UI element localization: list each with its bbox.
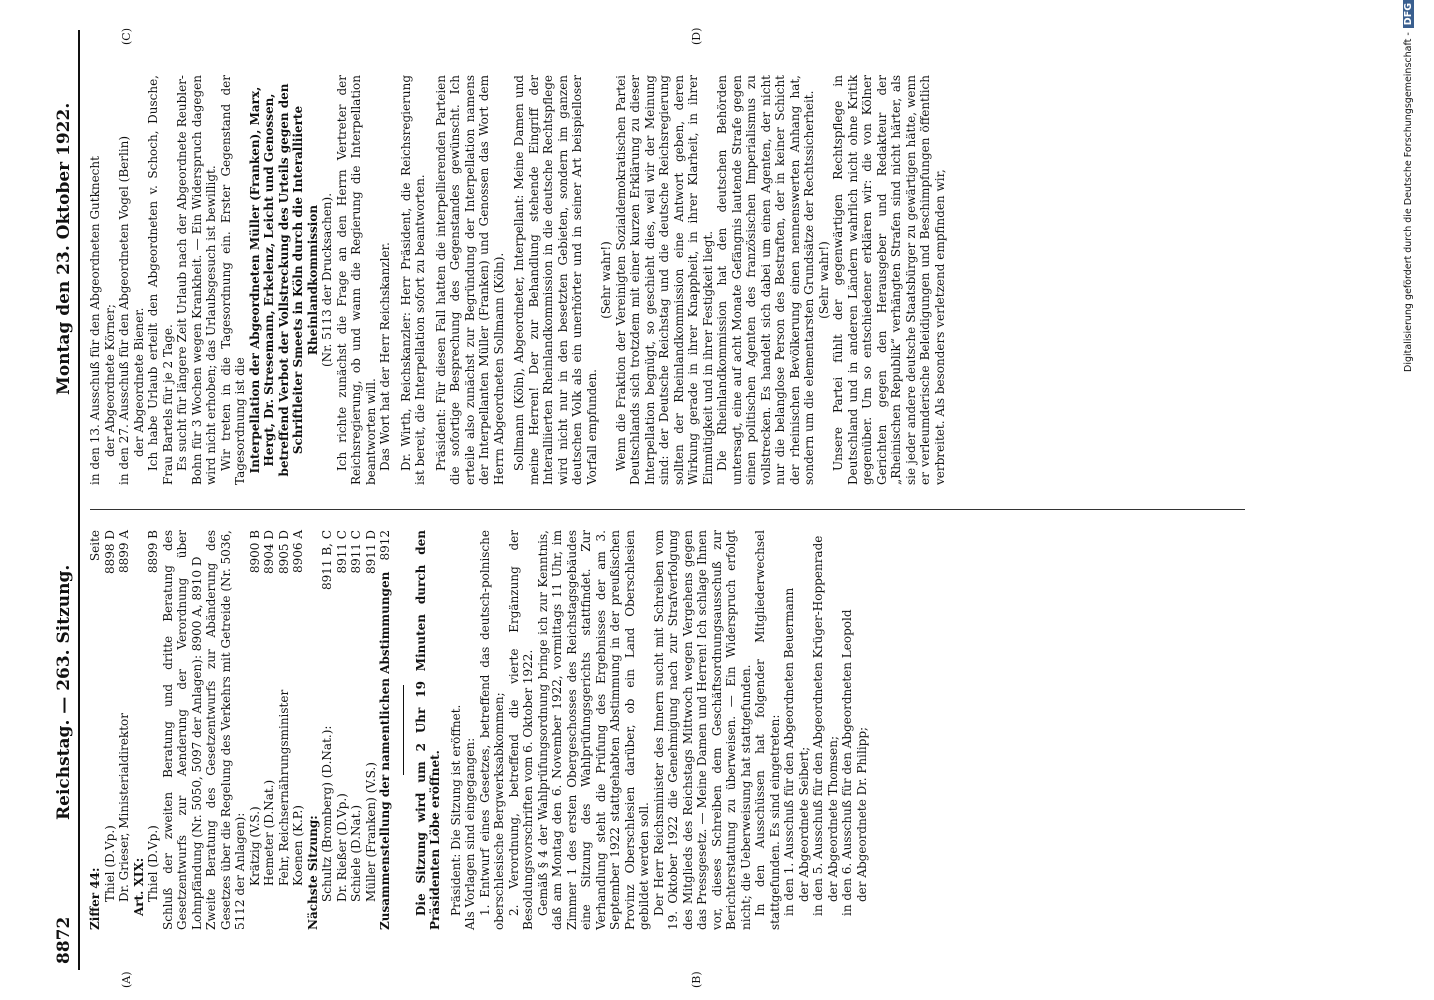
- toc-page-ref: 8900 B: [247, 530, 262, 574]
- list-item: in den 5. Ausschuß für den Abgeordneten Krüger-Hoppenrade: [811, 535, 825, 916]
- toc-text: Dr. Rießer (D.Vp.): [334, 793, 349, 902]
- toc-text: Schiele (D.Nat.): [349, 804, 363, 902]
- toc-line: [88, 530, 103, 930]
- toc-page-ref: 8911 C: [349, 530, 363, 574]
- toc-text: Schultz (Bromberg) (D.Nat.):: [320, 725, 334, 902]
- page-header: [52, 30, 80, 970]
- speech-paragraph: Unsere Partei fühlt der gegenwärtigen Rechtspflege in Deutschland und in anderen Ländern wahrlich nicht ohne Kritik gegenüber. Um so entschiedener erklären wir: die von Kölner Gerichten gegen den Herausgeber und Redakteur der „Rheinischen Republik“ verhängten Strafen sind nicht härter, als sie jeder andere deutsche Staatsbürger zu gewärtigen hätte, wenn er verleumderische Beleidigungen und Beschimpfungen öffentlich verbreitet. Als besonders verletzend empfinden wir,: [831, 75, 947, 485]
- interpellation-ref: (Nr. 5113 der Drucksachen).: [320, 192, 334, 368]
- speech-paragraph: Die Rheinlandkommission hat den deutschen Behörden untersagt, eine auf acht Monate Gefängnis lautende Strafe gegen einen politischen Agenten des französischen Imperialismus zu vollstrecken. Es handelt sich dabei um einen Agenten, der nicht nur die belanglose Person des Bestraften, der in keiner Schicht der rheinischen Bevölkerung einen nennenswerten Anhang hat, sondern um die elementarsten Grundsätze der Rechtssicherheit.: [715, 75, 816, 485]
- list-item: in den 27. Ausschuß für den Abgeordneten Vogel (Berlin): [117, 135, 131, 485]
- toc-line: [320, 530, 335, 930]
- interjection: (Sehr wahr!): [816, 241, 831, 319]
- toc-line: [291, 530, 306, 930]
- interjection: (Sehr wahr!): [599, 241, 613, 319]
- toc-page-ref: 8899 B: [146, 530, 160, 574]
- toc-line: [335, 530, 350, 930]
- margin-marker-c: (C): [120, 28, 133, 45]
- toc-line: [364, 530, 379, 930]
- toc-text: Thiel (D.Vp.): [102, 825, 117, 902]
- session-title: Reichstag. — 263. Sitzung.: [54, 564, 74, 820]
- list-item: in den 1. Ausschuß für den Abgeordneten Beuermann: [782, 587, 796, 916]
- speech-paragraph: Wir treten in die Tagesordnung ein. Erster Gegenstand der Tagesordnung ist die: [218, 75, 247, 485]
- section-rule: [403, 685, 404, 775]
- speech-paragraph: Präsident: Die Sitzung ist eröffnet.: [448, 704, 463, 916]
- speech-paragraph: Sollmann (Köln), Abgeordneter, Interpellant: Meine Damen und meine Herren! Der zur Behandlung stehende Eingriff der Interalliierten Rheinlandkommission in die deutsche Rechtspflege wird nicht nur in den besetzten Gebieten, sondern im ganzen deutschen Volk als ein unerhörter und in seiner Art beispielloser Vorfall empfunden.: [512, 75, 599, 485]
- speech-paragraph: Das Wort hat der Herr Reichskanzler.: [378, 242, 392, 471]
- speech-paragraph: In den Ausschüssen hat folgender Mitgliederwechsel stattgefunden. Es sind eingetreten:: [753, 530, 782, 930]
- speech-paragraph: Ich habe Urlaub erteilt den Abgeordneten v. Schoch, Dusche, Frau Bartels für je 2 Tage.: [146, 75, 175, 485]
- column-divider: [90, 509, 1245, 510]
- toc-line: [262, 530, 277, 930]
- list-item: der Abgeordnete Dr. Philipp;: [854, 726, 869, 902]
- toc-text: Ziffer 44:: [88, 867, 102, 930]
- toc-text: Nächste Sitzung:: [305, 815, 320, 930]
- toc-line: [248, 530, 263, 930]
- toc-page-ref: 8911 C: [334, 530, 349, 574]
- toc-text: Dr. Grieser, Ministerialdirektor: [117, 713, 131, 902]
- toc-line: [146, 530, 161, 930]
- speech-paragraph: Als Vorlagen sind eingegangen:: [463, 737, 477, 930]
- speech-paragraph: Gemäß § 4 der Wahlprüfungsordnung bringe ich zur Kenntnis, daß am Montag den 6. November 1922, vormittags 11 Uhr, im Zimmer 1 des ersten Obergeschosses des Reichstagsgebäudes eine Sitzung des Wahlprüfungsgerichts stattfindet. Zur Verhandlung steht die Prüfung des Ergebnisses der am 3. September 1922 stattgehabten Abstimmung in der preußischen Provinz Oberschlesien darüber, ob ein Land Oberschlesien gebildet werden soll.: [535, 530, 651, 930]
- toc-line: [306, 530, 321, 930]
- toc-page-ref: 8906 A: [291, 530, 305, 574]
- toc-page-ref: 8911 D: [363, 530, 378, 574]
- toc-page-ref: 8898 D: [102, 530, 117, 574]
- speech-paragraph: Der Herr Reichsminister des Innern sucht mit Schreiben vom 19. Oktober 1922 die Genehmigung nach zur Strafverfolgung des Mitglieds des Reichstags Mittwoch wegen Vergehens gegen das Pressgesetz. — Meine Damen und Herren! Ich schlage Ihnen vor, dieses Schreiben dem Geschäftsordnungsausschuß zur Berichterstattung zu überweisen. — Ein Widerspruch erfolgt nicht; die Ueberweisung hat stattgefunden.: [651, 530, 753, 930]
- toc-line: [117, 530, 132, 930]
- session-opening: Die Sitzung wird um 2 Uhr 19 Minuten durch den Präsidenten Löbe eröffnet.: [413, 530, 442, 930]
- list-item: in den 13. Ausschuß für den Abgeordneten Gutknecht: [88, 156, 102, 485]
- list-item: 2. Verordnung, betreffend die vierte Ergänzung der Besoldungsvorschriften vom 6. Oktober 1922.: [506, 530, 535, 930]
- margin-marker-d: (D): [690, 27, 703, 45]
- credit-text: Digitalisierung gefördert durch die Deutsche Forschungsgemeinschaft -: [1403, 32, 1414, 372]
- toc-entry: Zweite Beratung des Gesetzentwurfs zur Abänderung des Gesetzes über die Regelung des Verkehrs mit Getreide (Nr. 5036, 5112 der Anlagen):: [204, 530, 247, 930]
- digitization-credit: [1403, 0, 1414, 600]
- margin-marker-b: (B): [690, 971, 703, 988]
- speech-paragraph: Präsident: Für diesen Fall hatten die interpellierenden Parteien die sofortige Besprechung des Gegenstandes gewünscht. Ich erteile also zunächst zur Begründung der Interpellation namens der Interpellanten Müller (Franken) und Genossen das Wort dem Herrn Abgeordneten Sollmann (Köln).: [433, 75, 506, 485]
- toc-entry: Schluß der zweiten Beratung und dritte Beratung des Gesetzentwurfs zur Aenderung der Verordnung über Lohnpfändung (Nr. 5050, 5097 der Anlagen): 8900 A, 8910 D: [160, 530, 204, 930]
- toc-page-ref: 8905 D: [276, 530, 291, 574]
- speech-paragraph: Dr. Wirth, Reichskanzler: Herr Präsident, die Reichsregierung ist bereit, die Interpellation sofort zu beantworten.: [398, 75, 427, 485]
- toc-text: Zusammenstellung der namentlichen Abstimmungen: [378, 571, 392, 930]
- toc-text: Krätzig (V.S.): [247, 806, 262, 886]
- toc-text: Thiel (D.Vp.): [146, 825, 160, 902]
- toc-text: Hemeter (D.Nat.): [262, 779, 276, 886]
- toc-text: Fehr, Reichsernährungsminister: [276, 689, 291, 886]
- toc-page-ref: 8912: [378, 530, 392, 561]
- session-date: Montag den 23. Oktober 1922.: [54, 102, 74, 395]
- toc-text: Koenen (K.P.): [291, 805, 305, 886]
- toc-page-ref: 8904 D: [262, 530, 276, 574]
- toc-page-ref: 8911 B, C: [320, 530, 334, 590]
- toc-line: [132, 530, 147, 930]
- margin-marker-a: (A): [120, 971, 133, 988]
- list-item: der Abgeordnete Körner;: [102, 304, 117, 457]
- page-number: 8872: [54, 916, 74, 964]
- list-item: der Abgeordnete Seibert;: [796, 746, 811, 902]
- speech-paragraph: Wenn die Fraktion der Vereinigten Sozialdemokratischen Partei Deutschlands sich trotzdem mit einer kurzen Erklärung zu dieser Interpellation begnügt, so geschieht dies, weil wir der Meinung sind: der Deutsche Reichstag und die deutsche Reichsregierung sollten der Rheinlandkommission eine Antwort geben, deren Wirkung gerade in ihrer Knappheit, in ihrer Klarheit, in ihrer Einmütigkeit und in ihrer Festigkeit liegt.: [613, 75, 715, 485]
- toc-line: [277, 530, 292, 930]
- toc-line: [378, 530, 393, 930]
- dfg-logo: DFG: [1403, 0, 1414, 28]
- right-column: [88, 75, 947, 485]
- toc-text: Art. XIX:: [131, 857, 146, 916]
- list-item: in den 6. Ausschuß für den Abgeordneten Leopold: [840, 609, 854, 916]
- toc-seite-label: Seite: [88, 530, 102, 562]
- toc-text: Müller (Franken) (V.S.): [363, 762, 378, 902]
- list-item: der Abgeordnete Thomsen;: [825, 735, 840, 902]
- toc-line: [103, 530, 118, 930]
- speech-paragraph: Es sucht für längere Zeit Urlaub nach der Abgeordnete Reubler-Bohn für 3 Wochen wegen Krankheit. — Ein Widerspruch dagegen wird nicht erhoben; das Urlaubsgesuch ist bewilligt.: [175, 75, 218, 485]
- interpellation-heading: Interpellation der Abgeordneten Müller (Franken), Marx, Hergt, Dr. Stresemann, Erkelenz, Leicht und Genossen, betreffend Verbot der Vollstreckung des Urteils gegen den Schriftleiter Smeets in Köln durch die Interalliierte Rheinlandkommission: [247, 83, 320, 477]
- speech-paragraph: Ich richte zunächst die Frage an den Herrn Vertreter der Reichsregierung, ob und wann die Regierung die Interpellation beantworten will.: [334, 75, 378, 485]
- list-item: der Abgeordnete Biener.: [131, 307, 146, 457]
- toc-page-ref: 8899 A: [117, 530, 131, 574]
- left-column: [88, 530, 869, 930]
- list-item: 1. Entwurf eines Gesetzes, betreffend das deutsch-polnische oberschlesische Bergwerksabkommen;: [477, 530, 506, 930]
- toc-line: [349, 530, 364, 930]
